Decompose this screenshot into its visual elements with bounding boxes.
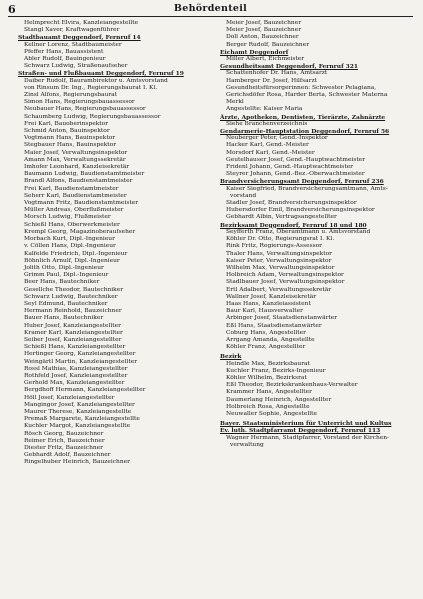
list-item: Kramer Karl, Kanzleiangestellter [24,329,123,336]
list-item: Morsch Ludwig, Flußmeister [24,214,111,221]
list-item: Arbinger Josef, Staatsdienstanwärter [226,315,338,322]
list-item: Wallner Josef, Kanzleisekretär [226,293,317,300]
list-item: Köhler Wilhelm, Bezirksrat [226,374,307,381]
list-item: Gesellche Theodor, Bautechniker [24,286,124,293]
list-item: Wilhelm Max, Verwaltungsinspektor [226,264,335,271]
list-item: Müller Andreas, Oberflußmeister [24,207,124,214]
list-item: Pfeffer Hans, Bauassistent [24,48,104,55]
list-item: Beer Hans, Bautechniker [24,279,100,286]
list-item: Premaß Margarete, Kanzleiangestellte [24,416,140,423]
list-item: Mangingor Josef, Kanzleiangestellter [24,401,135,408]
list-item: Seiber Josef, Kanzleiangestellter [24,336,122,343]
section-heading: Stadtbauamt Deggendorf, Fernruf 14 [18,34,141,42]
list-item: Hacker Karl, Gend.-Meister [226,142,309,149]
list-item: v. Cöllen Hans, Dipl.-Ingenieur [24,243,116,250]
list-item: Holbreich Rosa, Angestellte [226,403,310,410]
list-item: Coburg Hans, Angestellter [226,329,306,336]
list-item: Siehe Branchenverzeichnis [226,120,308,127]
list-item: Hubersdorfer Emil, Brandversicherungsinspektor [226,207,375,214]
section-heading: Bezirk [220,353,242,361]
list-item: Krempl Georg, Magazinoberaufseher [24,228,136,235]
list-item: Morsdorf Karl, Gend.-Meister [226,149,315,156]
list-item: Grimm Paul, Dipl.-Ingenieur [24,272,109,279]
list-item: Köhler Franz, Angestellter [226,344,306,351]
list-item: Merkl [226,99,244,106]
list-item: Rothfeld Josef, Kanzleiangestellter [24,372,128,379]
list-item: Stangl Xaver, Kraftwagenführer [24,27,120,34]
list-item: Maurer Therese, Kanzleiangestellte [24,408,132,415]
list-item: Seherr Karl, Baudienstamtmeister [24,192,127,199]
list-item: Frei Karl, Baudienstamtmeister [24,185,119,192]
list-item: Bauer Hans, Bautechniker [24,315,104,322]
list-item: Fridenl Johann, Gend.-Hauptwachtmeister [226,164,354,171]
section-heading: Bayer. Staatsministerium für Unterricht und Kultus [220,420,392,428]
list-item: Schaumberg Ludwig, Regierungsbauassessor [24,113,161,120]
section-heading: Gesundheitsamt Deggendorf, Fernruf 321 [220,63,358,71]
list-item: Schießl Hans, Oberwerkmeister [24,221,120,228]
list-item: Neuberger Peter, Gend.-Inspektor [226,135,328,142]
list-item: Schmid Anton, Bauinspektor [24,128,110,135]
list-item: Brandl Alfons, Baudienstamtmeister [24,178,133,185]
list-item: Böhnlich Arnulf, Dipl.-Ingenieur [24,257,120,264]
list-item: Simon Hans, Regierungsbauassessor [24,99,135,106]
list-item: Morbach Kurt, Dipl.-Ingenieur [24,236,115,243]
section-heading: Gendarmerie-Hauptstation Deggendorf, Fernruf 56 [220,128,390,136]
list-item: Rossl Mathias, Kanzleiangestellter [24,365,128,372]
list-item: Helmprecht Elvira, Kanzleiangestellte [24,20,139,26]
list-item: Ringelhuber Heinrich, Bauzeichner [24,459,130,466]
section-heading: Straßen- und Flußbauamt Deggendorf, Fernruf 19 [18,70,184,78]
list-item: Amann Max, Verwaltungssekretär [24,156,126,163]
list-item: Vogtmann Hans, Bauinspektor [24,135,116,142]
list-item: Meier Josef, Bauzeichner [226,27,302,34]
list-item: Gebhardt Adolf, Bauzeichner [24,452,111,459]
list-item: Köhler Dr. Otto, Regierungsrat I. Kl. [226,236,335,243]
list-item: Vogtmann Fritz, Baudienstamtmeister [24,200,139,207]
list-item: Höll Josef, Kanzleiangestellter [24,394,115,401]
list-item: Gebhardt Albin, Vertragsangestellter [226,214,337,221]
list-item: Hamberger Dr. Josef, Hilfsarzt [226,77,317,84]
list-item: Schießl Hans, Kanzleiangestellter [24,344,126,351]
page-header [8,2,413,17]
list-item: Rösch Georg, Bauzeichner [24,430,104,437]
section-title: Behördenteil [173,3,248,14]
list-item: Daiber Rudolf, Baurambirektor u. Amtsvorstand [24,77,168,84]
list-item: Gesundheitsfürsorgerinnen: Schwester Pelagiana, [226,84,377,91]
list-item: Wagner Hermann, Stadtpfarrer, Vorstand der Kirchen- [226,434,390,441]
list-item: verwaltung [230,441,264,448]
list-item: Kellner Lorenz, Stadtbaumeister [24,41,122,48]
list-item: Schattenhofer Dr. Hans, Amtsarzt [226,70,328,77]
list-item: Kaiser Peter, Verwaltungsinspektor [226,257,332,264]
page-number: 6 [8,3,16,16]
list-item: Eßl Hans, Staatsdienstanwärter [226,322,322,329]
list-item: Seyl Edmund, Bautechniker [24,300,108,307]
list-item: Krammer Hans, Angestellter [226,389,312,396]
list-item: Kaiser Siegfried, Brandversicherungsamtmann, Amts- [226,185,388,192]
list-item: Weingärtl Martin, Kanzleiangestellter [24,358,138,365]
list-item: Schwarz Ludwig, Bautechniker [24,293,118,300]
list-item: Holbreich Adam, Verwaltungsinspektor [226,272,344,279]
right-column [220,20,416,449]
list-item: Geutelhauser Josef, Gend.-Hauptwachtmeister [226,156,366,163]
left-column [18,20,208,467]
list-item: Doll Anton, Bauzeichner [226,34,299,41]
section-heading: Ev. luth. Stadtpfarramt Deggendorf, Fernruf 113 [220,427,381,435]
list-item: Hermann Reinhold, Bauzeichner [24,308,122,315]
list-item: Jolith Otto, Dipl.-Ingenieur [24,264,104,271]
section-heading: Eichamt Deggendorf [220,48,289,56]
section-heading: Brandversicherungsamt Deggendorf, Fernruf 236 [220,178,384,186]
list-item: Reimer Erich, Bauzeichner [24,437,105,444]
list-item: Daumerlang Heinrich, Angestellter [226,396,332,403]
list-item: Haas Hans, Kanzleiassistent [226,300,311,307]
list-item: Schwarz Ludwig, Straßenaufseher [24,63,128,70]
list-item: Abler Rudolf, Bauingenieur [24,56,106,63]
list-item: Neuwaller Sophie, Angestellte [226,410,317,417]
list-item: Meier Josef, Bauzeichner [226,20,302,26]
list-item: Neubauer Hans, Regierungsbauassessor [24,106,146,113]
list-item: Steyrer Johann, Gend.-Bez.-Oberwachtmeister [226,171,365,178]
list-item: Kuchler Franz, Bezirks-Ingenieur [226,367,326,374]
section-heading: Ärzte, Apotheken, Dentisten, Tierärzte, Zahnärzte [220,113,386,121]
list-item: Eßl Theodor, Bezirkskrankenhaus-Verwalter [226,382,358,389]
list-item: Frei Karl, Bauoberinspektor [24,120,109,127]
list-item: Stadler Josef, Brandversicherungsinspektor [226,200,357,207]
list-item: vorstand [230,192,257,199]
list-item: Maier Josef, Verwaltungsinspektor [24,149,128,156]
list-item: Gerhold Max, Kanzleiangestellter [24,380,125,387]
list-item: Baur Karl, Hausverwalter [226,308,303,315]
list-item: Bergdhoff Hermann, Kanzleiangestellter [24,387,146,394]
list-item: Angestellte: Kaiser Maria [226,106,303,113]
list-item: Heindle Max, Bezirksbaurat [226,360,310,367]
list-item: Berger Rudolf, Bauzeichner [226,41,310,48]
list-item: Kalfelde Friedrich, Dipl.-Ingenieur [24,250,128,257]
list-item: Kuchler Margot, Kanzleiangestellte [24,423,131,430]
list-item: Imhofer Leonhard, Kanzleisekretär [24,164,130,171]
list-item: Arrgang Amanda, Angestellte [226,336,315,343]
list-item: Stegbauer Hans, Bauinspektor [24,142,117,149]
section-heading: Bezirksamt Deggendorf, Fernruf 18 und 180 [220,221,367,229]
list-item: Zinsl Alfons, Regierungsbaurat [24,92,118,99]
list-item: Seyfferth Franz, Oberamtmann u. Amtsvorstand [226,228,371,235]
list-item: Hertinger Georg, Kanzleiangestellter [24,351,136,358]
list-item: Gerichsdöfer Rosa, Harder Berta, Schwester Materna [226,92,388,99]
list-item: Huber Josef, Kanzleiangestellter [24,322,121,329]
list-item: Baumann Ludwig, Baudienstamtmeister [24,171,145,178]
list-item: Rink Fritz, Regierungs-Assessor [226,243,323,250]
list-item: Diester Fritz, Bauzeichner [24,444,103,451]
list-item: Stadlbauer Josef, Verwaltungsinspektor [226,279,345,286]
list-item: Thaler Hans, Verwaltungsinspektor [226,250,332,257]
list-item: Miller Albert, Eichmeister [226,56,305,63]
list-item: Ertl Adalbert, Verwaltungssekretär [226,286,332,293]
list-item: von Rinsum Dr. Ing., Regierungsbaurat I. Kl. [24,84,158,91]
